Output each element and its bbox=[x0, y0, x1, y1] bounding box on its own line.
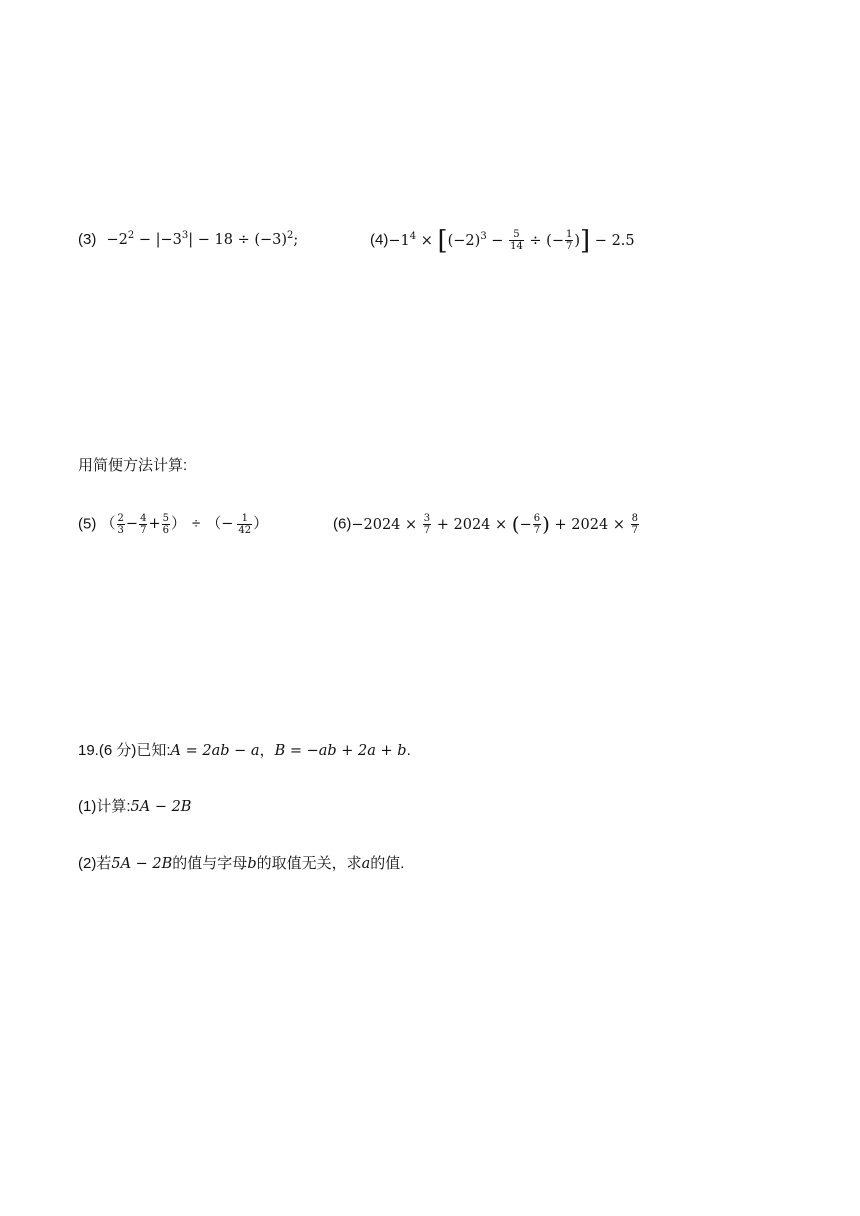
problem-6-expression: −2024 × $\frac{3}{7}$ + 2024 × (− $\frac{6}{7}$ ) + 2024 × $\frac{8}{7}$ bbox=[351, 511, 638, 536]
expression-A: A = 2ab − a bbox=[170, 743, 260, 759]
problem-4-label: (4) bbox=[370, 231, 389, 249]
fraction: $\frac{6}{7}$ bbox=[533, 513, 541, 536]
fraction: $\frac{5}{14}$ bbox=[510, 229, 523, 252]
problem-3-label: (3) bbox=[78, 231, 97, 248]
problem-6-label: (6) bbox=[333, 515, 352, 533]
question-19-part-1: (1)计算:5A − 2B bbox=[78, 798, 192, 815]
fraction: $\frac{1}{42}$ bbox=[238, 513, 252, 536]
section-heading: 用简便方法计算: bbox=[78, 457, 188, 474]
question-19-part-2: (2)若5A − 2B的值与字母b的取值无关，求a的值. bbox=[78, 855, 405, 872]
problem-5 bbox=[78, 513, 268, 536]
fraction: $\frac{8}{7}$ bbox=[631, 513, 638, 536]
fraction: $\frac{4}{7}$ bbox=[140, 513, 147, 536]
problem-5-expression: （ $\frac{2}{3}$ − $\frac{4}{7}$ + $\frac{5}{6}$ ） ÷ （− $\frac{1}{42}$ ） bbox=[100, 513, 269, 536]
problem-3-expression: $-2^2 - |-3^3| - 18 \div (-3)^2$; bbox=[106, 230, 299, 248]
problem-6 bbox=[333, 513, 640, 536]
problem-3 bbox=[78, 229, 298, 251]
question-19: 19.(6 分)已知:A = 2ab − a，B = −ab + 2a + b. bbox=[78, 742, 411, 759]
problem-4 bbox=[370, 225, 635, 256]
fraction: $\frac{2}{3}$ bbox=[117, 513, 124, 536]
problem-5-label: (5) bbox=[78, 515, 97, 533]
fraction: $\frac{1}{7}$ bbox=[566, 229, 573, 252]
fraction: $\frac{5}{6}$ bbox=[162, 513, 169, 536]
problem-4-expression: $-1^4 \times [(-2)^3$ − $\frac{5}{14}$ ÷ (− $\frac{1}{7}$ )] − 2.5 bbox=[388, 225, 635, 256]
fraction: $\frac{3}{7}$ bbox=[423, 513, 431, 536]
expression-B: B = −ab + 2a + b bbox=[274, 743, 407, 759]
